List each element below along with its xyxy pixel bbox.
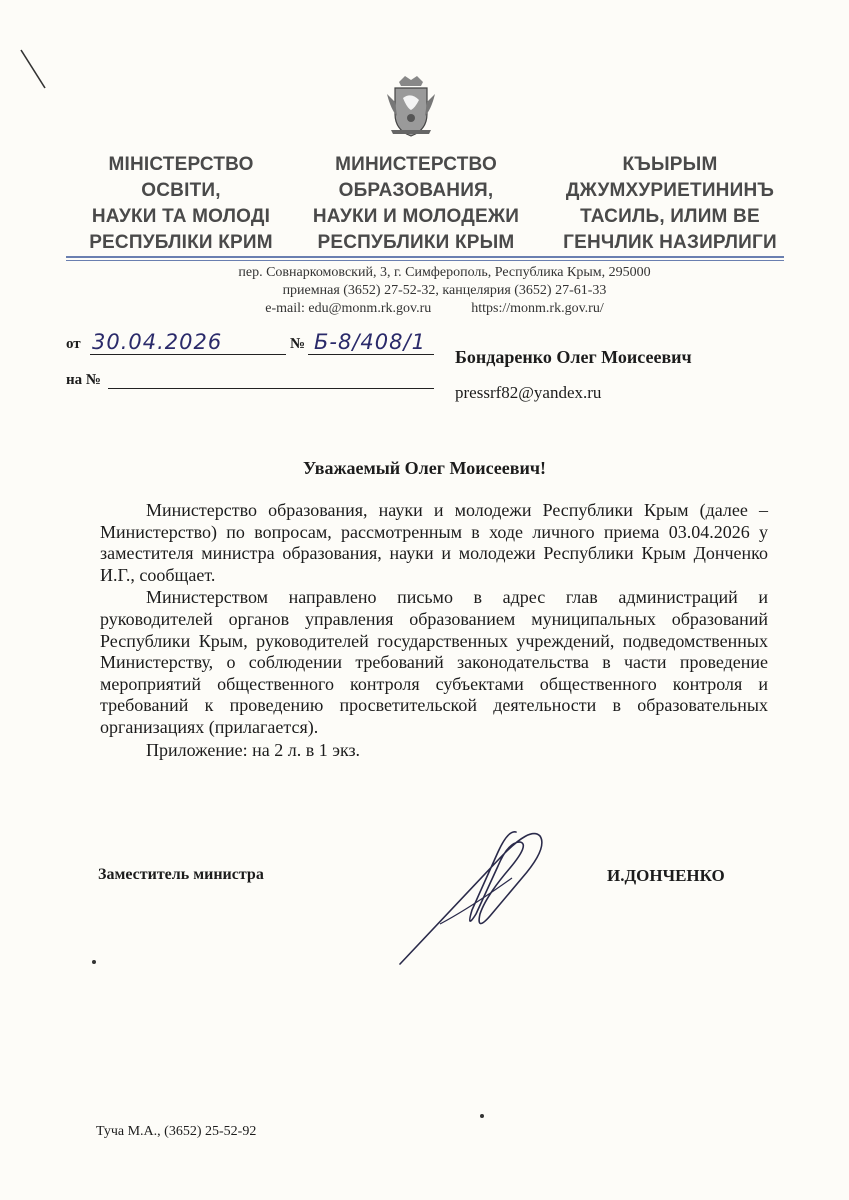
ministry-name-crimean-tatar <box>540 152 800 256</box>
ministry-ru-line: НАУКИ И МОЛОДЕЖИ <box>312 206 520 227</box>
paragraph: Министерство образования, науки и молодежи Республики Крым (далее – Министерство) по вопросам, рассмотренным в ходе личного приема 03.04.2026 у заместителя министра образования, науки и молодежи Республики Крым Донченко И.Г., сообщает. <box>100 500 768 585</box>
ministry-name-russian <box>300 152 532 256</box>
handwritten-signature <box>380 818 560 968</box>
signatory-title: Заместитель министра <box>98 866 264 883</box>
ministry-ua-line: ОСВІТИ, <box>141 180 221 201</box>
letter-body <box>100 500 768 761</box>
phones: приемная (3652) 27-52-32, канцелярия (3652) 27-61-33 <box>282 283 607 298</box>
crimea-coat-of-arms-icon <box>385 74 437 140</box>
contact-block <box>0 264 849 318</box>
address: пер. Совнаркомовский, 3, г. Симферополь, Республика Крым, 295000 <box>238 265 651 280</box>
ministry-ct-line: ГЕНЧЛИК НАЗИРЛИГИ <box>563 232 777 253</box>
ministry-ct-line: ДЖУМХУРИЕТИНИНЪ <box>565 180 775 201</box>
date-label: от <box>66 336 81 352</box>
header-divider <box>66 260 784 261</box>
scan-speck <box>92 960 96 964</box>
ministry-ua-line: МІНІСТЕРСТВО <box>108 154 254 175</box>
date-underline <box>90 354 286 355</box>
salutation: Уважаемый Олег Моисеевич! <box>303 458 546 478</box>
number-underline <box>308 354 434 355</box>
ministry-ua-line: РЕСПУБЛІКИ КРИМ <box>89 232 273 253</box>
executor-contact: Туча М.А., (3652) 25-52-92 <box>96 1124 257 1139</box>
email: e-mail: edu@monm.rk.gov.ru <box>265 301 432 316</box>
ministry-ct-line: КЪЫРЫМ <box>622 154 718 175</box>
ministry-name-ukrainian <box>72 152 290 256</box>
number-value: Б-8/408/1 <box>314 330 426 354</box>
website: https://monm.rk.gov.ru/ <box>471 301 604 316</box>
ministry-ru-line: ОБРАЗОВАНИЯ, <box>338 180 494 201</box>
ministry-ct-line: ТАСИЛЬ, ИЛИМ ВЕ <box>580 206 760 227</box>
signatory-name: И.ДОНЧЕНКО <box>607 866 725 885</box>
header-divider <box>66 256 784 258</box>
recipient-name: Бондаренко Олег Моисеевич <box>455 347 692 367</box>
attachment-note: Приложение: на 2 л. в 1 экз. <box>146 739 361 760</box>
reference-underline <box>108 388 434 389</box>
recipient-email: pressrf82@yandex.ru <box>455 383 602 402</box>
pen-stroke-mark <box>18 48 48 90</box>
contacts-online <box>0 300 849 318</box>
reference-label: на № <box>66 372 101 388</box>
date-value: 30.04.2026 <box>92 330 223 354</box>
number-label: № <box>290 336 306 352</box>
ministry-ua-line: НАУКИ ТА МОЛОДІ <box>91 206 271 227</box>
ministry-ru-line: РЕСПУБЛИКИ КРЫМ <box>317 232 515 253</box>
scan-speck <box>480 1114 484 1118</box>
ministry-ru-line: МИНИСТЕРСТВО <box>335 154 497 175</box>
paragraph: Министерством направлено письмо в адрес глав администраций и руководителей органов управления образованием муниципальных образований Республики Крым, руководителей государственных учреждений, подведомственных Министерству, о соблюдении требований законодательства в части проведение мероприятий общественного контроля субъектами общественного контроля и требований к проведению просветительской деятельности в образовательных организациях (прилагается). <box>100 587 768 737</box>
